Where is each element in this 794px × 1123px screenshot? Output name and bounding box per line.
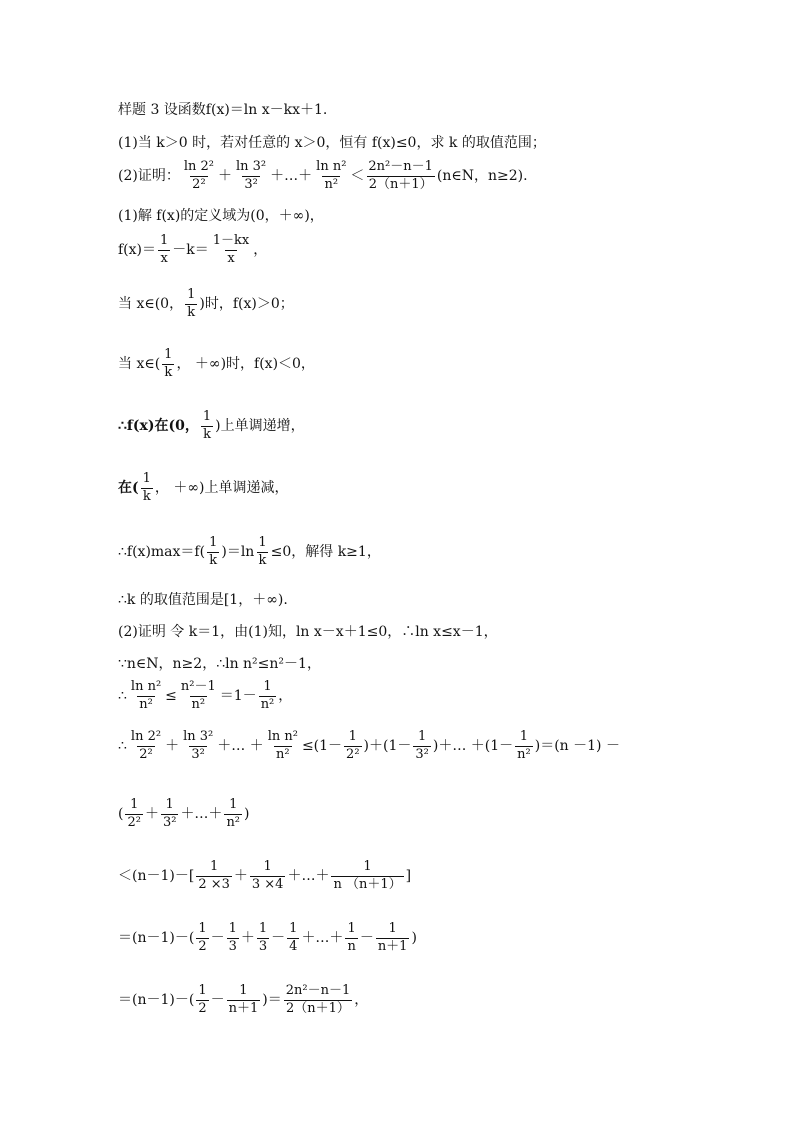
fraction-denominator: k xyxy=(187,304,196,320)
fraction xyxy=(201,410,213,443)
proof-result xyxy=(118,984,368,1017)
fraction-denominator: n＋1 xyxy=(228,1000,259,1016)
fraction-denominator: 3² xyxy=(162,814,177,830)
range-conclusion xyxy=(118,592,288,608)
math-text: ＝1－ xyxy=(219,688,257,705)
interval-negative xyxy=(118,348,315,381)
fraction xyxy=(257,922,269,955)
fraction-denominator: 2² xyxy=(346,746,360,762)
math-text: ＋… ＋ xyxy=(217,738,264,755)
proof-inequality xyxy=(118,680,292,713)
math-text: ＋ xyxy=(165,738,180,755)
fraction-numerator: n²－1 xyxy=(180,679,216,694)
math-text: ∴f(x)max＝f( xyxy=(118,544,206,561)
fraction xyxy=(179,680,218,713)
fraction-denominator: 2 xyxy=(198,1000,207,1016)
fraction-numerator: 1 xyxy=(347,921,356,936)
fraction xyxy=(182,160,216,193)
proof-telescoping xyxy=(118,922,417,955)
part1-question xyxy=(118,135,546,151)
fraction-denominator: 2 ×3 xyxy=(198,876,230,892)
fraction-numerator: 1 xyxy=(263,679,272,694)
proof-sum xyxy=(118,730,620,763)
fraction xyxy=(161,798,178,831)
fraction xyxy=(196,984,208,1017)
fraction xyxy=(185,288,197,321)
fraction-denominator: 4 xyxy=(289,938,298,954)
proof-step xyxy=(118,656,321,672)
fraction-denominator: 2² xyxy=(139,746,153,762)
fraction-numerator: 1 xyxy=(228,921,237,936)
fraction-denominator: 3 ×4 xyxy=(251,876,284,892)
fraction-denominator: 2 xyxy=(198,938,207,954)
fraction-denominator: 3 xyxy=(228,938,237,954)
problem-statement xyxy=(118,102,327,118)
fraction xyxy=(331,860,403,893)
math-text: － xyxy=(271,930,286,947)
fraction xyxy=(250,860,286,893)
fraction xyxy=(162,348,174,381)
part1-text: (1)当 k＞0 时，若对任意的 x＞0，恒有 f(x)≤0，求 k 的取值范围； xyxy=(118,135,546,151)
fraction-denominator: n² xyxy=(260,696,275,712)
fraction-denominator: k xyxy=(258,552,267,568)
math-text: )＋… ＋(1－ xyxy=(432,738,514,755)
math-text: ( xyxy=(118,806,124,823)
maximum-line xyxy=(118,536,381,569)
fraction xyxy=(234,160,268,193)
fraction xyxy=(129,730,163,763)
math-text: ∴ xyxy=(118,738,127,755)
fraction xyxy=(207,536,219,569)
fraction-numerator: ln 3² xyxy=(183,729,214,744)
fraction xyxy=(181,730,215,763)
math-text: )上单调递增， xyxy=(215,418,305,435)
fraction xyxy=(227,922,239,955)
math-text: ， xyxy=(253,242,268,259)
domain-text: (1)解 f(x)的定义域为(0，＋∞)， xyxy=(118,208,324,224)
math-text: － xyxy=(359,930,374,947)
math-text: ， ＋∞)时，f(x)＜0， xyxy=(176,356,315,373)
fraction xyxy=(141,472,153,505)
fraction-denominator: k xyxy=(209,552,218,568)
math-text: ＝(n－1)－( xyxy=(118,930,195,947)
math-text: )＝ xyxy=(262,992,282,1009)
fraction-denominator: 2² xyxy=(127,814,141,830)
fraction-denominator: 3² xyxy=(415,746,429,762)
math-text: ∴k 的取值范围是[1，＋∞). xyxy=(118,592,288,608)
fraction xyxy=(196,922,208,955)
fraction-numerator: 1 xyxy=(198,921,207,936)
fraction xyxy=(259,680,277,713)
fraction-numerator: 1 xyxy=(209,535,218,550)
fraction-denominator: k xyxy=(142,488,151,504)
fraction-denominator: n＋1 xyxy=(377,938,408,954)
math-text: )＝(n －1) － xyxy=(534,738,620,755)
math-text: ， ＋∞)上单调递减， xyxy=(154,480,289,497)
fraction-denominator: 2² xyxy=(192,176,206,192)
fraction-numerator: 1 xyxy=(258,921,268,936)
fraction-denominator: n² xyxy=(517,746,531,762)
fraction-numerator: ln 3² xyxy=(236,159,267,174)
fraction xyxy=(376,922,410,955)
fraction-numerator: 2n²－n－1 xyxy=(368,159,433,174)
fraction-denominator: n² xyxy=(324,176,339,192)
solution-domain xyxy=(118,208,324,224)
fraction xyxy=(284,984,353,1017)
math-text: ≤0，解得 k≥1， xyxy=(270,544,381,561)
math-text: ， xyxy=(278,688,293,705)
math-text: ＋ xyxy=(144,806,159,823)
fraction-denominator: x xyxy=(160,250,168,266)
fraction-numerator: 1 xyxy=(202,409,212,424)
fraction-denominator: 3² xyxy=(191,746,205,762)
fraction-numerator: 1 xyxy=(258,535,267,550)
fraction xyxy=(129,680,163,713)
fraction-numerator: 1 xyxy=(519,729,529,744)
fraction-numerator: 1 xyxy=(417,729,427,744)
math-text: ∴ xyxy=(118,688,127,705)
math-text: ＋ xyxy=(233,868,248,885)
fraction xyxy=(413,730,430,763)
operator: ＜ xyxy=(350,168,365,185)
math-text: 当 x∈( xyxy=(118,356,161,373)
proof-start xyxy=(118,624,498,640)
fraction-denominator: n xyxy=(347,938,356,954)
fraction-numerator: 1 xyxy=(160,233,169,248)
fraction-numerator: ln 2² xyxy=(183,159,214,174)
math-text: )时，f(x)＞0； xyxy=(199,296,294,313)
math-text: ， xyxy=(354,992,369,1009)
fraction xyxy=(227,984,261,1017)
fraction-numerator: 1 xyxy=(263,859,272,874)
fraction-denominator: n² xyxy=(139,696,153,712)
math-text: － xyxy=(210,992,225,1009)
operator: ＋ xyxy=(218,168,232,185)
fraction xyxy=(211,234,251,267)
part2-label: (2)证明： xyxy=(118,168,180,185)
derivative-line xyxy=(118,234,267,267)
fraction-numerator: 1－kx xyxy=(212,233,250,248)
operator: ＋…＋ xyxy=(270,168,313,185)
math-text: ＋…＋ xyxy=(180,806,223,823)
math-text: ∵n∈N，n≥2，∴ln n²≤n²－1， xyxy=(118,656,321,672)
math-text: ∴f(x)在(0， xyxy=(118,418,199,435)
fraction-denominator: 3² xyxy=(244,176,258,192)
fraction xyxy=(256,536,268,569)
fraction xyxy=(196,860,232,893)
fraction-numerator: 1 xyxy=(165,797,174,812)
fraction-numerator: ln n² xyxy=(130,679,162,694)
fraction-numerator: 1 xyxy=(187,287,196,302)
fraction-numerator: 1 xyxy=(388,921,397,936)
fraction-numerator: ln n² xyxy=(267,729,298,744)
math-text: ＋ xyxy=(240,930,255,947)
fraction-numerator: ln 2² xyxy=(130,729,162,744)
fraction-numerator: ln n² xyxy=(316,159,347,174)
math-text: )＋(1－ xyxy=(363,738,412,755)
fraction xyxy=(344,730,361,763)
proof-bound xyxy=(118,860,411,893)
fraction-numerator: 1 xyxy=(289,921,298,936)
fraction-denominator: n （n＋1） xyxy=(333,876,402,892)
fraction-denominator: n² xyxy=(276,746,290,762)
math-text: 当 x∈(0， xyxy=(118,296,184,313)
fraction-numerator: 1 xyxy=(239,983,248,998)
math-text: ＜(n－1)－[ xyxy=(118,868,195,885)
fraction-denominator: 2（n＋1） xyxy=(286,1000,350,1016)
fraction-numerator: 1 xyxy=(348,729,357,744)
math-text: ＝(n－1)－( xyxy=(118,992,195,1009)
math-text: (2)证明 令 k＝1，由(1)知，ln x－x＋1≤0，∴ln x≤x－1， xyxy=(118,624,498,640)
fraction-numerator: 1 xyxy=(363,859,372,874)
math-text: －k＝ xyxy=(172,242,209,259)
interval-positive xyxy=(118,288,294,321)
math-text: ≤ xyxy=(165,688,177,705)
fraction-numerator: 2n²－n－1 xyxy=(285,983,351,998)
fraction-denominator: n² xyxy=(226,814,241,830)
fraction-numerator: 1 xyxy=(142,471,151,486)
math-text: － xyxy=(210,930,225,947)
fraction xyxy=(224,798,242,831)
fraction xyxy=(345,922,357,955)
fraction-numerator: 1 xyxy=(164,347,173,362)
math-text: 在( xyxy=(118,480,139,497)
fraction xyxy=(366,160,435,193)
math-text: ＋…＋ xyxy=(287,868,330,885)
fraction-denominator: 2（n＋1） xyxy=(368,176,433,192)
fraction xyxy=(266,730,300,763)
math-text: ] xyxy=(405,868,412,885)
math-text: ＋…＋ xyxy=(301,930,344,947)
fraction-numerator: 1 xyxy=(198,983,207,998)
math-text: ) xyxy=(411,930,417,947)
fraction xyxy=(515,730,533,763)
fraction-denominator: x xyxy=(227,250,235,266)
math-text: f(x)＝ xyxy=(118,242,157,259)
math-text: ≤(1－ xyxy=(301,738,343,755)
math-text: )＝ln xyxy=(221,544,255,561)
condition-text: (n∈N，n≥2). xyxy=(436,168,528,185)
fraction-numerator: 1 xyxy=(130,797,139,812)
fraction xyxy=(125,798,142,831)
math-text: ) xyxy=(244,806,250,823)
part2-question xyxy=(118,160,528,193)
problem-text: 样题 3 设函数f(x)＝ln x－kx＋1. xyxy=(118,102,328,118)
fraction-denominator: n² xyxy=(191,696,206,712)
decreasing-line xyxy=(118,472,288,505)
fraction-numerator: 1 xyxy=(209,859,219,874)
fraction-denominator: k xyxy=(164,364,173,380)
fraction-denominator: 3 xyxy=(258,938,268,954)
fraction xyxy=(287,922,299,955)
increasing-line xyxy=(118,410,305,443)
fraction xyxy=(158,234,170,267)
fraction-denominator: k xyxy=(203,426,211,442)
fraction xyxy=(314,160,348,193)
fraction-numerator: 1 xyxy=(229,797,238,812)
proof-sum-continued xyxy=(118,798,250,831)
